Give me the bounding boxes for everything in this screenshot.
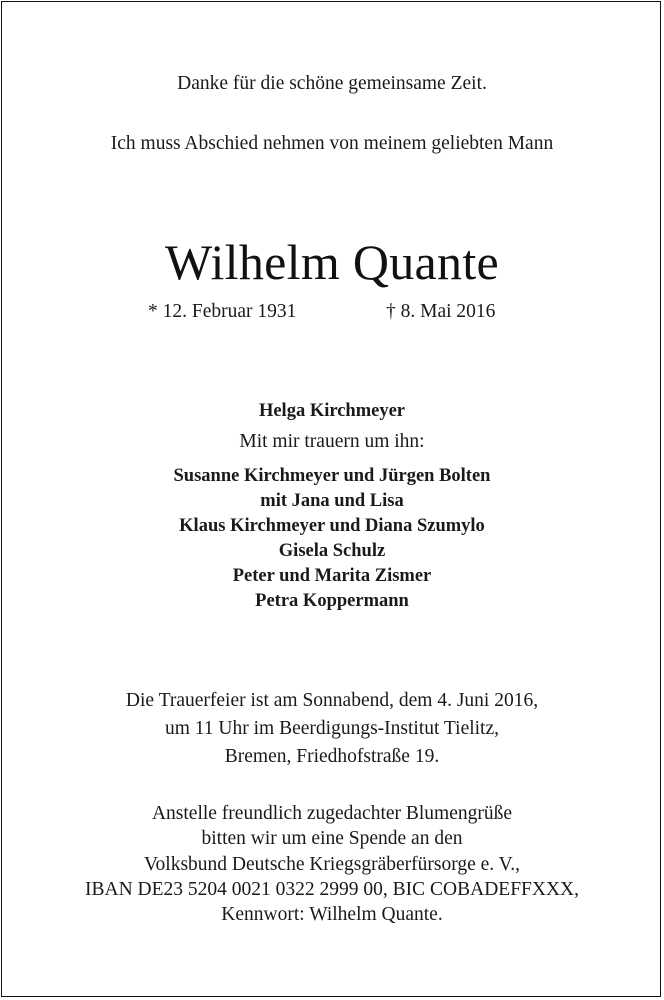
mourner-name: Klaus Kirchmeyer und Diana Szumylo: [179, 516, 485, 536]
birth-date: * 12. Februar 1931: [148, 301, 297, 322]
mourner-name: Gisela Schulz: [278, 541, 386, 561]
funeral-line: Die Trauerfeier ist am Sonnabend, dem 4. Juni 2016,: [125, 690, 539, 711]
deceased-name: Wilhelm Quante: [164, 234, 500, 290]
intro-thanks: Danke für die schöne gemeinsame Zeit.: [177, 73, 487, 94]
funeral-line: Bremen, Friedhofstraße 19.: [224, 746, 440, 767]
mourner-name: Peter und Marita Zismer: [232, 566, 432, 586]
primary-mourner: Helga Kirchmeyer: [258, 401, 406, 421]
donation-line: Anstelle freundlich zugedachter Blumengrüße: [151, 803, 513, 824]
mourner-name: mit Jana und Lisa: [260, 491, 404, 511]
mourner-name: Petra Koppermann: [255, 591, 409, 611]
donation-line: Kennwort: Wilhelm Quante.: [221, 904, 443, 925]
mourner-name: Susanne Kirchmeyer und Jürgen Bolten: [173, 466, 491, 486]
death-date: † 8. Mai 2016: [386, 301, 496, 322]
funeral-line: um 11 Uhr im Beerdigungs-Institut Tielitz,: [164, 718, 500, 739]
intro-farewell: Ich muss Abschied nehmen von meinem geliebten Mann: [110, 133, 554, 154]
donation-line: bitten wir um eine Spende an den: [201, 828, 463, 849]
mourners-intro: Mit mir trauern um ihn:: [239, 431, 425, 452]
donation-iban-line: IBAN DE23 5204 0021 0322 2999 00, BIC COBADEFFXXX,: [84, 879, 580, 900]
donation-line: Volksbund Deutsche Kriegsgräberfürsorge e. V.,: [143, 854, 521, 875]
